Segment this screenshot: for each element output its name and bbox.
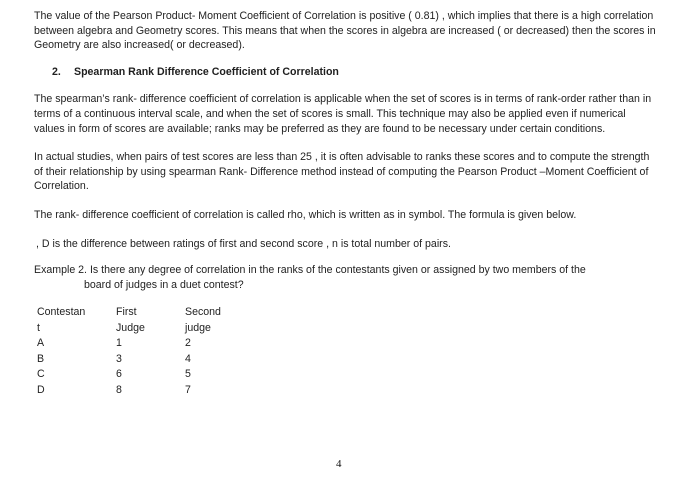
table-cell: C	[37, 368, 45, 381]
section-number: 2.	[52, 65, 61, 78]
table-cell: B	[37, 352, 45, 365]
table-cell: 6	[116, 368, 122, 381]
table-cell: D	[37, 383, 45, 396]
example-question	[34, 263, 656, 292]
table-cell: 7	[185, 383, 191, 396]
section-heading	[34, 65, 656, 80]
page-number: 4	[336, 458, 342, 470]
table-row	[37, 352, 245, 368]
example-line-1: Example 2. Is there any degree of correlation in the ranks of the contestants given or assigned by two members of the	[34, 264, 586, 277]
header-contestant-2: t	[37, 321, 40, 334]
table-cell: A	[37, 337, 45, 350]
table-cell: 3	[116, 352, 122, 365]
formula-definition-paragraph: , D is the difference between ratings of first and second score , n is total number of pairs.	[36, 237, 451, 250]
table-cell: 4	[185, 352, 191, 365]
header-contestant-1: Contestan	[37, 306, 86, 319]
section-title: Spearman Rank Difference Coefficient of Correlation	[74, 65, 339, 78]
rho-paragraph: The rank- difference coefficient of correlation is called rho, which is written as in symbol. The formula is given below.	[34, 208, 577, 221]
table-header-row	[37, 321, 245, 337]
table-cell: 8	[116, 383, 122, 396]
judges-ranking-table	[37, 305, 245, 398]
document-body	[34, 9, 656, 398]
table-header-row	[37, 305, 245, 321]
table-row	[37, 383, 245, 399]
pearson-paragraph: The value of the Pearson Product- Moment Coefficient of Correlation is positive ( 0.81) , which implies that there is a high correlation between algebra and Geometry scores. This means that when the scores in algebra are increased ( or decreased) then the scores in Geometry are also increased( or decreased).	[34, 10, 656, 52]
table-row	[37, 367, 245, 383]
table-cell: 2	[185, 337, 191, 350]
actual-studies-paragraph: In actual studies, when pairs of test scores are less than 25 , it is often advisable to ranks these scores and to compute the strength of their relationship by using spearman Rank- Difference method instead of computing the Pearson Product –Moment Coefficient of Correlation.	[34, 151, 650, 193]
header-second-1: Second	[185, 306, 221, 319]
header-first-1: First	[116, 306, 137, 319]
example-line-2: board of judges in a duet contest?	[84, 278, 244, 291]
table-cell: 5	[185, 368, 191, 381]
table-cell: 1	[116, 337, 122, 350]
table-row	[37, 336, 245, 352]
header-first-2: Judge	[116, 321, 145, 334]
header-second-2: judge	[185, 321, 211, 334]
spearman-intro-paragraph: The spearman’s rank- difference coefficient of correlation is applicable when the set of scores is in terms of rank-order rather than in terms of a continuous interval scale, and when the set of scores is small. This technique may also be applied even if numerical values in form of scores are available; ranks may be preferred as they are found to be necessary under certain conditions.	[34, 93, 652, 135]
